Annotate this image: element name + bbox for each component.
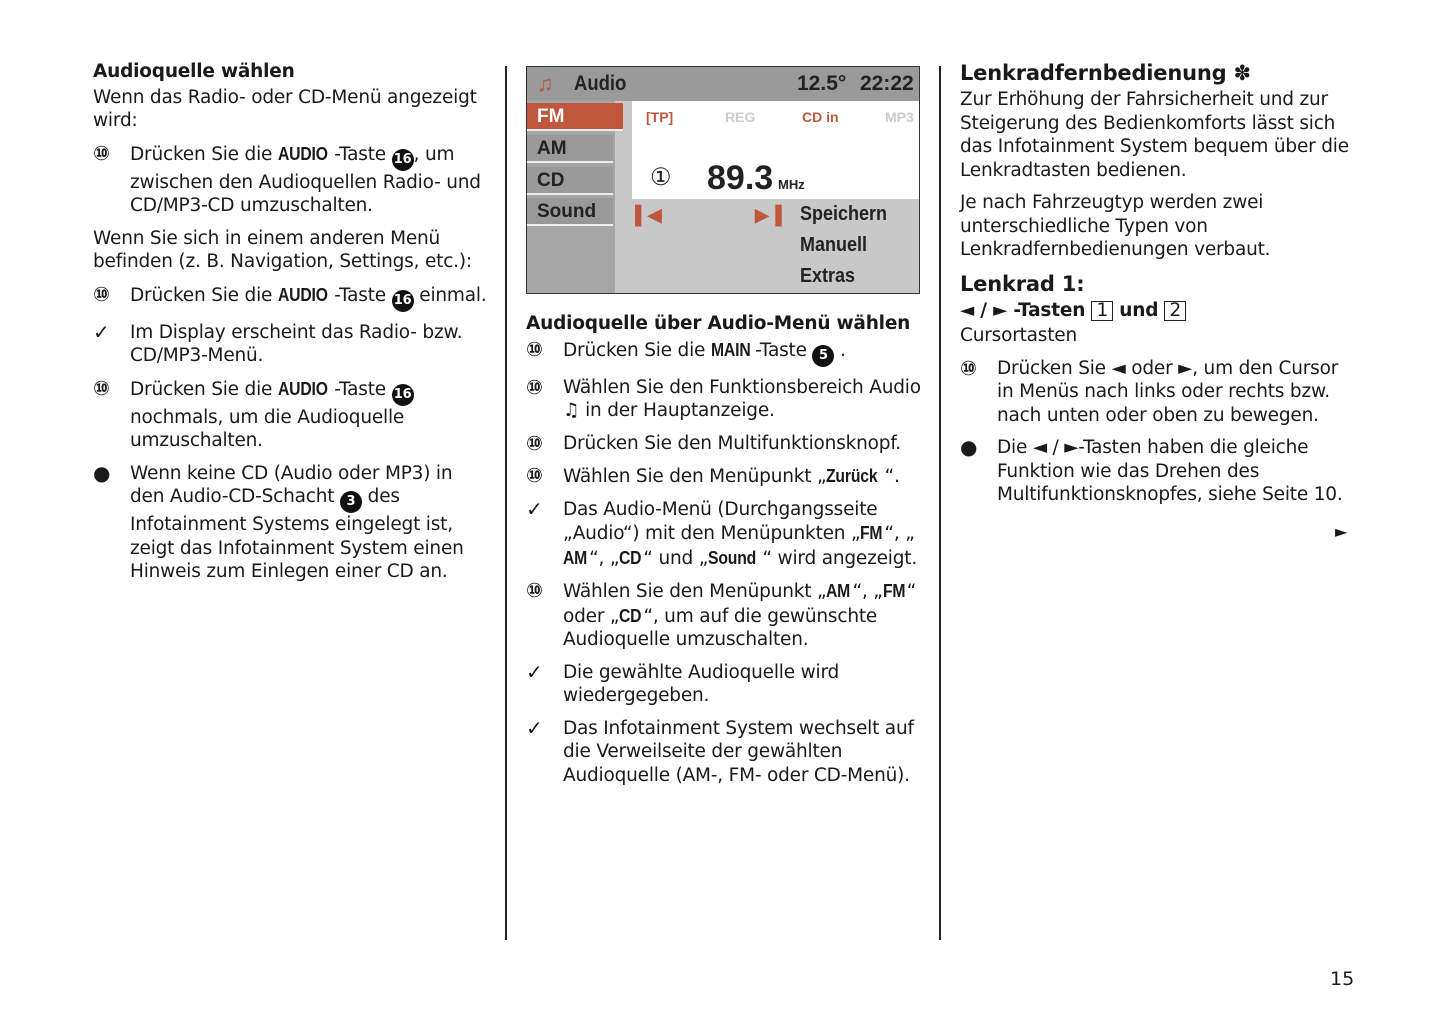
control-number-badge: 16 — [392, 149, 414, 171]
list-item-text: Wenn keine CD (Audio oder MP3) in den Audio-CD-Schacht 3 des Infotainment Systems eingelegt ist, zeigt das Infotainment System einen Hinweis zum Einlegen einer CD an. — [130, 462, 464, 582]
display-main-panel — [632, 101, 919, 199]
frequency: 89.3 — [707, 159, 774, 197]
result-check-icon: ✓ — [93, 319, 110, 344]
status-tp: [TP] — [646, 109, 674, 125]
list-item-text: Drücken Sie ◄ oder ►, um den Cursor in Menüs nach links oder rechts bzw. nach unten oder oben zu bewegen. — [997, 357, 1339, 426]
display-title: Audio — [574, 72, 627, 95]
display-menu-cd: CD — [527, 167, 613, 195]
key-label: AUDIO — [277, 377, 328, 399]
heading: Lenkrad 1: — [960, 271, 1085, 296]
key-label: AUDIO — [277, 283, 328, 305]
key-number-box: 2 — [1164, 301, 1186, 321]
list-item — [526, 432, 921, 456]
action-step-icon: ⑩ — [960, 355, 977, 380]
paragraph: Cursortasten — [960, 325, 1078, 346]
display-button-extras: Extras — [800, 265, 856, 287]
paragraph: Zur Erhöhung der Fahrsicherheit und zur Steigerung des Bedienkomforts lässt sich das Infotainment System bequem über die Lenkradtasten bedienen. — [960, 89, 1349, 181]
list-item — [526, 498, 921, 571]
column-middle — [526, 312, 921, 796]
music-note-icon: ♫ — [537, 71, 554, 96]
action-step-icon: ⑩ — [526, 463, 543, 487]
display-menu-am: AM — [527, 135, 613, 163]
result-check-icon: ✓ — [526, 715, 543, 740]
note-bullet-icon: ● — [960, 435, 978, 459]
key-label: FM — [882, 580, 906, 601]
status-reg: REG — [725, 109, 756, 125]
list-item — [960, 357, 1352, 428]
key-label: CD — [619, 546, 642, 568]
list-item — [960, 436, 1352, 507]
list-item-text: Drücken Sie die AUDIO -Taste 16 nochmals, um die Audioquelle umzuschalten. — [130, 379, 414, 452]
list-item — [526, 579, 921, 652]
list-item-text: Drücken Sie die AUDIO -Taste 16 einmal. — [130, 285, 487, 306]
action-step-icon: ⑩ — [526, 374, 543, 399]
list-item — [526, 376, 921, 423]
list-item-text: Die gewählte Audioquelle wird wiedergegeben. — [563, 661, 840, 706]
display-menu-fm: FM — [527, 103, 623, 131]
display-time: 22:22 — [860, 72, 914, 95]
action-step-icon: ⑩ — [93, 375, 110, 400]
display-menu — [527, 101, 615, 293]
seek-forward-icon: ▶▐ — [755, 205, 782, 225]
list-item-text: Das Infotainment System wechselt auf die Verweilseite der gewählten Audioquelle (AM-, FM- oder CD-Menü). — [563, 717, 914, 786]
list-item-text: Wählen Sie den Funktionsbereich Audio ♫ in der Hauptanzeige. — [563, 376, 921, 421]
paragraph: Wenn das Radio- oder CD-Menü angezeigt wird: — [93, 86, 477, 131]
column-right — [960, 60, 1352, 516]
result-check-icon: ✓ — [526, 496, 543, 521]
list-item-text: Wählen Sie den Menüpunkt „AM “, „FM“ oder „CD“, um auf die gewünschte Audioquelle umzuschalten. — [563, 580, 917, 650]
list-item — [93, 142, 488, 218]
control-number-badge: 5 — [812, 345, 834, 367]
action-step-icon: ⑩ — [93, 140, 110, 165]
list-item-text: Die ◄ / ►-Tasten haben die gleiche Funktion wie das Drehen des Multifunktionsknopfes, siehe Seite 10. — [997, 437, 1343, 505]
display-button-speichern: Speichern — [800, 203, 888, 225]
seek-back-icon: ▌◀ — [635, 205, 662, 225]
list-item — [526, 661, 921, 708]
list-item-text: Drücken Sie den Multifunktionsknopf. — [563, 432, 901, 454]
control-number-badge: 16 — [392, 384, 414, 406]
list-item — [93, 283, 488, 312]
list-item-text: Im Display erscheint das Radio- bzw. CD/MP3-Menü. — [130, 321, 463, 366]
list-item-text: Drücken Sie die MAIN -Taste 5 . — [563, 340, 846, 361]
list-item — [526, 338, 921, 367]
list-item — [93, 377, 488, 453]
display-menu-sound: Sound — [527, 198, 613, 226]
key-label: CD — [619, 604, 642, 626]
continue-arrow-icon: ► — [1335, 522, 1348, 541]
key-label: Zurück — [826, 465, 878, 486]
control-number-badge: 16 — [392, 290, 414, 312]
key-label: MAIN — [710, 338, 751, 360]
column-left — [93, 60, 488, 593]
column-divider — [939, 66, 941, 940]
page-number: 15 — [1330, 968, 1355, 990]
key-label: Sound — [708, 546, 757, 568]
audio-display-screenshot — [526, 66, 920, 294]
list-item — [526, 717, 921, 788]
frequency-unit: MHz — [778, 177, 805, 192]
heading: Audioquelle wählen — [93, 61, 295, 82]
heading: ◄ / ► -Tasten 1 und 2 — [960, 299, 1352, 323]
paragraph: Wenn Sie sich in einem anderen Menü befinden (z. B. Navigation, Settings, etc.): — [93, 227, 472, 272]
list-item — [526, 464, 921, 489]
key-label: AM — [826, 580, 851, 601]
control-number-badge: 3 — [340, 491, 362, 513]
action-step-icon: ⑩ — [526, 578, 543, 602]
list-item-text: Wählen Sie den Menüpunkt „Zurück “. — [563, 465, 900, 487]
column-divider — [505, 66, 507, 940]
list-item-text: Das Audio-Menü (Durchgangsseite „Audio“) mit den Menüpunkten „FM“, „AM “, „CD“ und „Sound “ wird angezeigt. — [563, 498, 918, 569]
action-step-icon: ⑩ — [526, 336, 543, 361]
status-mp3: MP3 — [885, 109, 914, 125]
heading: Lenkradfernbedienung ✽ — [960, 61, 1251, 85]
status-cd-in: CD in — [802, 109, 839, 125]
result-check-icon: ✓ — [526, 659, 543, 684]
note-bullet-icon: ● — [93, 460, 111, 485]
display-button-manuell: Manuell — [800, 234, 868, 256]
key-number-box: 1 — [1091, 301, 1113, 321]
heading: Audioquelle über Audio-Menü wählen — [526, 313, 911, 334]
display-temperature: 12.5° — [797, 72, 847, 95]
list-item-text: Drücken Sie die AUDIO -Taste 16 , um zwischen den Audioquellen Radio- und CD/MP3-CD umzuschalten. — [130, 142, 481, 216]
preset-number: ① — [650, 164, 672, 191]
key-label: FM — [860, 522, 883, 543]
list-item — [93, 321, 488, 368]
key-label: AM — [563, 546, 588, 568]
action-step-icon: ⑩ — [93, 281, 110, 306]
key-label: AUDIO — [277, 142, 328, 164]
list-item — [93, 462, 488, 584]
paragraph: Je nach Fahrzeugtyp werden zwei unterschiedliche Typen von Lenkradfernbedienungen verbaut. — [960, 192, 1271, 260]
action-step-icon: ⑩ — [526, 430, 543, 455]
